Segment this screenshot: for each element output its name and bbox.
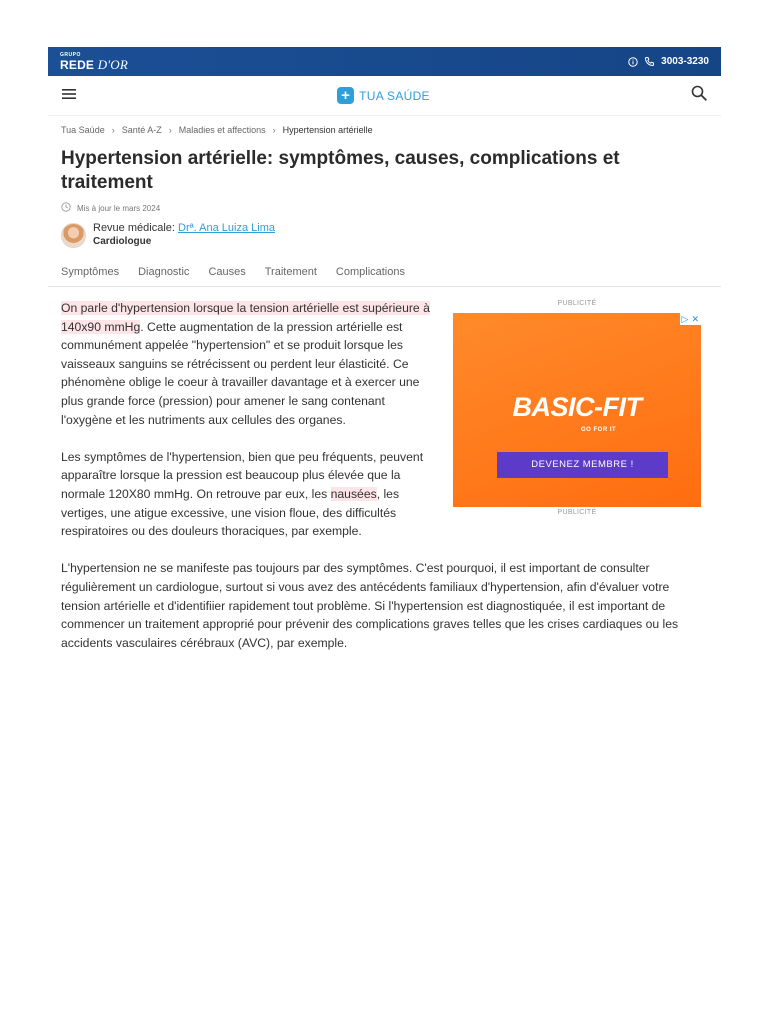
breadcrumb-item-current: Hypertension artérielle [282,125,373,135]
info-icon[interactable] [628,57,638,67]
article-body [61,299,701,671]
paragraph-symptoms-start: Les symptômes de l'hypertension, bien que peu fréquents, peuvent apparaître lorsque la pression est beaucoup plus élevée que la normale 120X80 mmHg. On retrouve par eux, les [61,449,424,501]
rede-dor-logo[interactable] [60,53,128,71]
chevron-right-icon: › [168,125,172,135]
tab-diagnostic[interactable]: Diagnostic [138,265,190,278]
clock-icon [61,202,71,214]
reviewer-label: Revue médicale: [93,222,175,234]
hamburger-icon[interactable] [62,87,76,105]
ad-container [453,299,701,519]
logo-text: TUA SAÚDE [359,88,430,103]
phone-number-link[interactable]: 3003-3230 [661,56,709,67]
ad-logo-text: BASIC-FIT [512,392,642,422]
updated-date: Mis à jour le mars 2024 [77,203,161,213]
ad-label-bottom: PUBLICITÉ [557,509,597,516]
tab-traitement[interactable]: Traitement [264,265,317,278]
page-title: Hypertension artérielle: symptômes, causes, complications et traitement [61,148,620,193]
ad-cta-button[interactable]: DEVENEZ MEMBRE ! [497,452,668,478]
group-topbar [48,47,721,76]
page-frame [48,47,721,650]
brand-rede: REDE [60,57,95,72]
ad-tagline: GO FOR IT [581,427,617,433]
reviewer-role: Cardiologue [93,236,152,247]
tab-complications[interactable]: Complications [335,265,405,278]
tab-symptomes[interactable]: Symptômes [61,265,120,278]
breadcrumb-item-home[interactable]: Tua Saúde [61,125,105,135]
search-icon[interactable] [691,85,707,106]
main-navbar [48,76,721,116]
plus-icon: + [337,87,354,104]
medical-reviewer [61,221,275,249]
adchoices-icon[interactable]: ▷ [681,313,689,324]
basic-fit-ad[interactable] [453,313,701,507]
paragraph-intro-rest: . Cette augmentation de la pression artérielle est communément appelée "hypertension" et se produit lorsque les vaisseaux sanguins se rétrécissent ou perdent leur élasticité. Ce phénomène oblige le coeur à travailler davantage et à exercer une plus grande force (pression) pour amener le sang contenant l'oxygène et les nutriments aux cellules des organes. [61,319,420,427]
chevron-right-icon: › [111,125,115,135]
breadcrumb-item-sante[interactable]: Santé A-Z [121,125,162,135]
highlighted-text: On parle d'hypertension lorsque la tension artérielle est supérieure à 140x90 mmHg [61,301,430,334]
contact-area [628,56,709,67]
tua-saude-logo[interactable] [337,87,430,104]
paragraph-symptoms-rest: , les vertiges, une atigue excessive, une vision floue, des difficultés respiratoires ou des douleurs thoraciques, par exemple. [61,486,400,539]
breadcrumb [61,125,373,135]
paragraph-consult: L'hypertension ne se manifeste pas toujours par des symptômes. C'est pourquoi, il est important de consulter régulièrement un cardiologue, surtout si vous avez des antécédents familiaux d'hypertension, afin d'évaluer votre tension artérielle et d'identifiier rapidement tout problème. Si l'hypertension est diagnostiquée, il est important de commencer un traitement approprié pour prévenir des complications graves telles que les crises cardiaques ou les accidents vasculaires cérébraux (AVC), par exemple. [61,561,679,650]
chevron-right-icon: › [272,125,276,135]
update-info [61,202,160,214]
phone-icon [644,56,655,67]
brand-dor: D'OR [97,56,128,72]
reviewer-name-link[interactable]: Drª. Ana Luiza Lima [178,222,276,234]
breadcrumb-item-maladies[interactable]: Maladies et affections [178,125,266,135]
brand-group-label: GRUPO [60,51,81,58]
close-icon[interactable]: ✕ [691,313,699,324]
tab-causes[interactable]: Causes [208,265,246,278]
avatar[interactable] [61,223,86,248]
highlighted-text: nausées [330,486,377,501]
ad-choices[interactable] [680,313,701,325]
section-tabs [48,257,721,287]
ad-label-top: PUBLICITÉ [557,300,597,307]
